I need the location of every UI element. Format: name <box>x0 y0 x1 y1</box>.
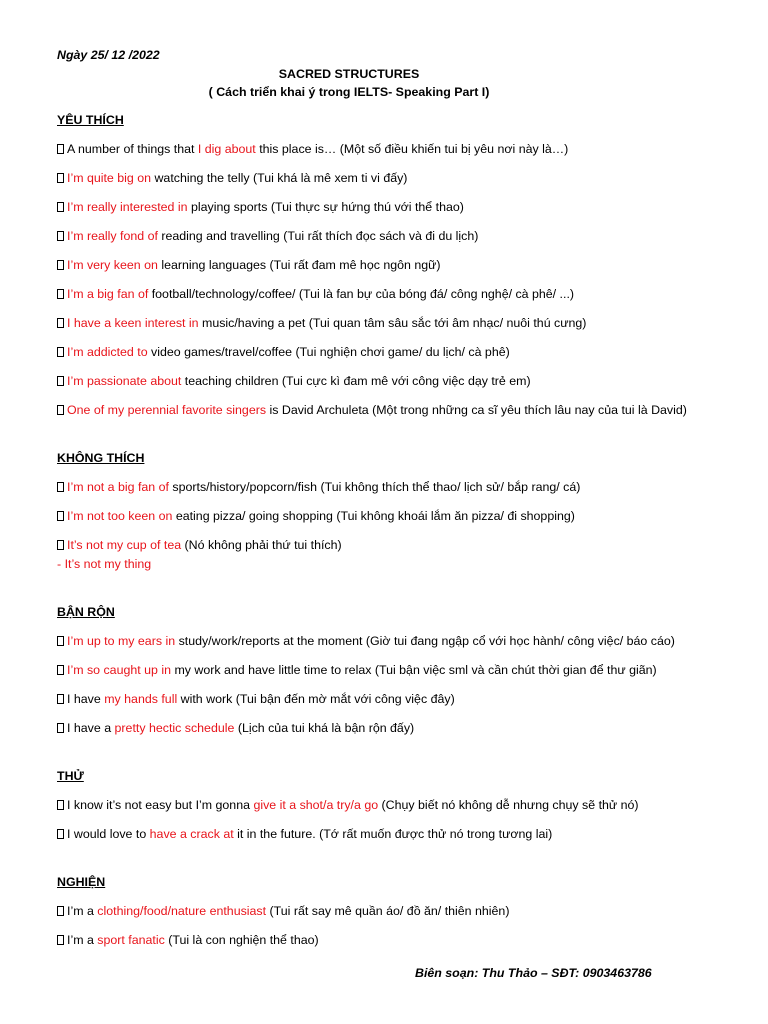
missing-glyph-bullet-icon <box>57 800 64 810</box>
highlight-phrase: I’m so caught up in <box>67 663 172 677</box>
document-subtitle: ( Cách triển khai ý trong IELTS- Speaking Part I) <box>208 85 490 99</box>
phrase-line: I’m not too keen on eating pizza/ going shopping (Tui không khoái lắm ăn pizza/ đi shopping) <box>57 509 575 525</box>
missing-glyph-bullet-icon <box>57 231 64 241</box>
phrase-line: I’m quite big on watching the telly (Tui khá là mê xem ti vi đấy) <box>57 171 407 187</box>
highlight-phrase: I’m really interested in <box>67 200 188 214</box>
phrase-line: I know it’s not easy but I’m gonna give it a shot/a try/a go (Chụy biết nó không dễ nhưng chụy sẽ thử nó) <box>57 798 639 814</box>
highlight-phrase: I have a keen interest in <box>67 316 199 330</box>
highlight-phrase: sport fanatic <box>97 933 165 947</box>
alternative-phrase: - It’s not my thing <box>57 557 152 571</box>
highlight-phrase: I’m very keen on <box>67 258 158 272</box>
highlight-phrase: One of my perennial favorite singers <box>67 403 267 417</box>
phrase-line: A number of things that I dig about this place is… (Một số điều khiến tui bị yêu nơi này là…) <box>57 142 568 158</box>
highlight-phrase: I’m up to my ears in <box>67 634 176 648</box>
missing-glyph-bullet-icon <box>57 829 64 839</box>
highlight-phrase: I’m a big fan of <box>67 287 149 301</box>
missing-glyph-bullet-icon <box>57 935 64 945</box>
missing-glyph-bullet-icon <box>57 347 64 357</box>
missing-glyph-bullet-icon <box>57 511 64 521</box>
phrase-line: I have a keen interest in music/having a pet (Tui quan tâm sâu sắc tới âm nhạc/ nuôi thú cưng) <box>57 316 586 332</box>
highlight-phrase: It’s not my cup of tea <box>67 538 182 552</box>
phrase-line: I’m really fond of reading and travelling (Tui rất thích đọc sách và đi du lịch) <box>57 229 478 245</box>
missing-glyph-bullet-icon <box>57 318 64 328</box>
phrase-line: I’m not a big fan of sports/history/popcorn/fish (Tui không thích thể thao/ lịch sử/ bắp rang/ cá) <box>57 480 580 496</box>
highlight-phrase: have a crack at <box>149 827 234 841</box>
section-heading-like: YÊU THÍCH <box>57 113 124 127</box>
phrase-line: I’m really interested in playing sports (Tui thực sự hứng thú với thể thao) <box>57 200 464 216</box>
missing-glyph-bullet-icon <box>57 202 64 212</box>
section-heading-dislike: KHÔNG THÍCH <box>57 451 145 465</box>
phrase-line: I have a pretty hectic schedule (Lịch của tui khá là bận rộn đấy) <box>57 721 414 737</box>
document-date: Ngày 25/ 12 /2022 <box>57 48 160 62</box>
missing-glyph-bullet-icon <box>57 173 64 183</box>
missing-glyph-bullet-icon <box>57 260 64 270</box>
phrase-line: I’m up to my ears in study/work/reports at the moment (Giờ tui đang ngập cổ với học hành/ công việc/ báo cáo) <box>57 634 675 650</box>
section-heading-addicted: NGHIỆN <box>57 875 106 889</box>
missing-glyph-bullet-icon <box>57 665 64 675</box>
missing-glyph-bullet-icon <box>57 405 64 415</box>
phrase-line: I would love to have a crack at it in the future. (Tớ rất muốn được thử nó trong tương lai) <box>57 827 552 843</box>
highlight-phrase: I’m not a big fan of <box>67 480 169 494</box>
highlight-phrase: I’m quite big on <box>67 171 152 185</box>
highlight-phrase: pretty hectic schedule <box>114 721 235 735</box>
phrase-line: I’m passionate about teaching children (Tui cực kì đam mê với công việc dạy trẻ em) <box>57 374 531 390</box>
missing-glyph-bullet-icon <box>57 540 64 550</box>
missing-glyph-bullet-icon <box>57 289 64 299</box>
highlight-phrase: clothing/food/nature enthusiast <box>97 904 267 918</box>
phrase-line: I’m very keen on learning languages (Tui rất đam mê học ngôn ngữ) <box>57 258 441 274</box>
missing-glyph-bullet-icon <box>57 723 64 733</box>
missing-glyph-bullet-icon <box>57 376 64 386</box>
missing-glyph-bullet-icon <box>57 144 64 154</box>
phrase-line: I have my hands full with work (Tui bận đến mờ mắt với công việc đây) <box>57 692 455 708</box>
phrase-line: I’m a big fan of football/technology/coffee/ (Tui là fan bự của bóng đá/ công nghệ/ cà phê/ ...) <box>57 287 574 303</box>
phrase-line: I’m a sport fanatic (Tui là con nghiện thể thao) <box>57 933 319 949</box>
phrase-line: One of my perennial favorite singers is David Archuleta (Một trong những ca sĩ yêu thích lâu nay của tui là David) <box>57 403 687 419</box>
missing-glyph-bullet-icon <box>57 636 64 646</box>
phrase-line: It’s not my cup of tea (Nó không phải thứ tui thích) <box>57 538 342 554</box>
highlight-phrase: I’m really fond of <box>67 229 158 243</box>
missing-glyph-bullet-icon <box>57 906 64 916</box>
highlight-phrase: I’m not too keen on <box>67 509 173 523</box>
author-credit: Biên soạn: Thu Thảo – SĐT: 0903463786 <box>415 966 652 980</box>
phrase-line: I’m a clothing/food/nature enthusiast (Tui rất say mê quần áo/ đồ ăn/ thiên nhiên) <box>57 904 509 920</box>
section-heading-busy: BẬN RỘN <box>57 605 115 619</box>
phrase-line: I’m so caught up in my work and have little time to relax (Tui bận việc sml và cần chút thời gian để thư giãn) <box>57 663 657 679</box>
document-title: SACRED STRUCTURES <box>278 67 420 81</box>
highlight-phrase: my hands full <box>104 692 178 706</box>
missing-glyph-bullet-icon <box>57 694 64 704</box>
title-block <box>0 65 698 101</box>
highlight-phrase: I’m passionate about <box>67 374 182 388</box>
highlight-phrase: I dig about <box>197 142 256 156</box>
highlight-phrase: I’m addicted to <box>67 345 148 359</box>
phrase-line: I’m addicted to video games/travel/coffee (Tui nghiện chơi game/ du lịch/ cà phê) <box>57 345 510 361</box>
section-heading-try: THỬ <box>57 769 84 783</box>
highlight-phrase: give it a shot/a try/a go <box>253 798 379 812</box>
missing-glyph-bullet-icon <box>57 482 64 492</box>
